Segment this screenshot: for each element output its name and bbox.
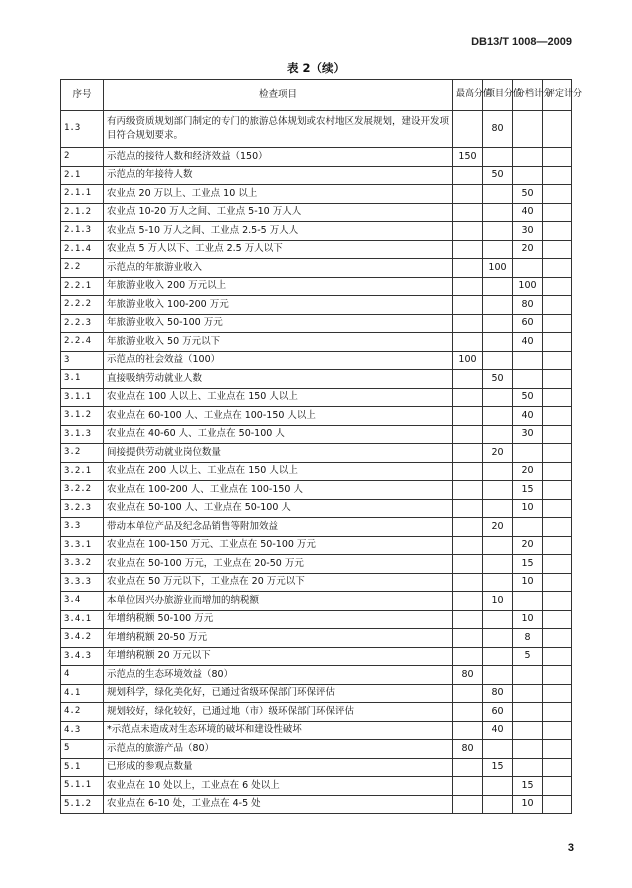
cell-tier-score: 40 xyxy=(513,333,543,352)
table-row xyxy=(61,296,572,315)
cell-max-score xyxy=(453,296,483,315)
cell-item: 农业点在 50-100 人、工业点在 50-100 人 xyxy=(104,499,453,518)
table-row xyxy=(61,240,572,259)
cell-tier-score: 20 xyxy=(513,462,543,481)
cell-seq: 4.1 xyxy=(61,684,104,703)
table-row xyxy=(61,277,572,296)
cell-item: 规划科学，绿化美化好，已通过省级环保部门环保评估 xyxy=(104,684,453,703)
cell-eval-score xyxy=(543,592,572,611)
scoring-table xyxy=(60,79,583,814)
cell-item-score xyxy=(483,795,513,814)
cell-max-score xyxy=(453,684,483,703)
cell-tier-score: 10 xyxy=(513,573,543,592)
cell-seq: 3.1 xyxy=(61,370,104,389)
cell-item: 农业点 5-10 万人之间、工业点 2.5-5 万人人 xyxy=(104,222,453,241)
cell-item: 示范点的年旅游业收入 xyxy=(104,259,453,278)
cell-eval-score xyxy=(543,740,572,759)
cell-item: 直接吸纳劳动就业人数 xyxy=(104,370,453,389)
cell-seq: 3.3.1 xyxy=(61,536,104,555)
table-row xyxy=(61,499,572,518)
cell-item: 年增纳税额 20 万元以下 xyxy=(104,647,453,666)
cell-tier-score: 15 xyxy=(513,481,543,500)
cell-eval-score xyxy=(543,185,572,204)
cell-eval-score xyxy=(543,462,572,481)
cell-seq: 2.1.4 xyxy=(61,240,104,259)
cell-eval-score xyxy=(543,703,572,722)
cell-tier-score xyxy=(513,111,543,148)
table-row xyxy=(61,203,572,222)
cell-tier-score: 50 xyxy=(513,185,543,204)
table-row xyxy=(61,684,572,703)
cell-max-score: 150 xyxy=(453,148,483,167)
cell-item: 农业点在 10 处以上，工业点在 6 处以上 xyxy=(104,777,453,796)
cell-item-score xyxy=(483,462,513,481)
cell-tier-score xyxy=(513,351,543,370)
cell-eval-score xyxy=(543,647,572,666)
cell-eval-score xyxy=(543,758,572,777)
table-row xyxy=(61,592,572,611)
cell-eval-score xyxy=(543,259,572,278)
cell-seq: 3.4.3 xyxy=(61,647,104,666)
cell-seq: 2.2 xyxy=(61,259,104,278)
cell-max-score xyxy=(453,536,483,555)
cell-eval-score xyxy=(543,610,572,629)
cell-item: 农业点在 40-60 人、工业点在 50-100 人 xyxy=(104,425,453,444)
cell-item-score xyxy=(483,222,513,241)
cell-eval-score xyxy=(543,407,572,426)
cell-item: *示范点未造成对生态环境的破坏和建设性破坏 xyxy=(104,721,453,740)
cell-max-score xyxy=(453,647,483,666)
table-row xyxy=(61,518,572,537)
cell-max-score xyxy=(453,555,483,574)
cell-max-score xyxy=(453,629,483,648)
cell-eval-score xyxy=(543,166,572,185)
cell-item: 带动本单位产品及纪念品销售等附加效益 xyxy=(104,518,453,537)
cell-item-score: 100 xyxy=(483,259,513,278)
cell-eval-score xyxy=(543,573,572,592)
table-row xyxy=(61,647,572,666)
cell-max-score xyxy=(453,499,483,518)
cell-seq: 5.1 xyxy=(61,758,104,777)
cell-item-score xyxy=(483,407,513,426)
cell-eval-score xyxy=(543,277,572,296)
cell-eval-score xyxy=(543,518,572,537)
cell-tier-score xyxy=(513,370,543,389)
table-row xyxy=(61,629,572,648)
cell-tier-score xyxy=(513,684,543,703)
cell-item-score xyxy=(483,240,513,259)
table-row xyxy=(61,777,572,796)
table-row xyxy=(61,573,572,592)
cell-max-score xyxy=(453,240,483,259)
cell-item-score xyxy=(483,666,513,685)
table-row xyxy=(61,795,572,814)
cell-item: 年旅游业收入 100-200 万元 xyxy=(104,296,453,315)
cell-item-score xyxy=(483,277,513,296)
cell-seq: 4.2 xyxy=(61,703,104,722)
cell-eval-score xyxy=(543,684,572,703)
cell-eval-score xyxy=(543,333,572,352)
cell-item-score xyxy=(483,351,513,370)
cell-item-score xyxy=(483,573,513,592)
table-row xyxy=(61,407,572,426)
cell-tier-score: 40 xyxy=(513,203,543,222)
cell-eval-score xyxy=(543,425,572,444)
cell-seq: 3.2.1 xyxy=(61,462,104,481)
cell-eval-score xyxy=(543,536,572,555)
cell-item: 本单位因兴办旅游业而增加的纳税额 xyxy=(104,592,453,611)
cell-max-score: 100 xyxy=(453,351,483,370)
cell-eval-score xyxy=(543,314,572,333)
col-header-seq: 序号 xyxy=(61,80,104,111)
cell-seq: 2.1.3 xyxy=(61,222,104,241)
cell-item-score xyxy=(483,148,513,167)
cell-tier-score: 15 xyxy=(513,777,543,796)
cell-seq: 3 xyxy=(61,351,104,370)
table-row xyxy=(61,259,572,278)
cell-tier-score xyxy=(513,518,543,537)
cell-eval-score xyxy=(543,444,572,463)
cell-seq: 3.1.2 xyxy=(61,407,104,426)
cell-eval-score xyxy=(543,351,572,370)
cell-seq: 3.3 xyxy=(61,518,104,537)
cell-tier-score: 30 xyxy=(513,425,543,444)
cell-item-score: 10 xyxy=(483,592,513,611)
cell-item-score xyxy=(483,388,513,407)
table-row xyxy=(61,111,572,148)
cell-max-score xyxy=(453,388,483,407)
col-header-item: 检查项目 xyxy=(104,80,453,111)
cell-seq: 5.1.2 xyxy=(61,795,104,814)
cell-item: 年旅游业收入 200 万元以上 xyxy=(104,277,453,296)
table-row xyxy=(61,425,572,444)
cell-item: 农业点在 200 人以上、工业点在 150 人以上 xyxy=(104,462,453,481)
cell-tier-score xyxy=(513,444,543,463)
cell-item: 已形成的参观点数量 xyxy=(104,758,453,777)
cell-max-score xyxy=(453,166,483,185)
cell-eval-score xyxy=(543,148,572,167)
cell-max-score xyxy=(453,314,483,333)
cell-eval-score xyxy=(543,666,572,685)
cell-max-score xyxy=(453,777,483,796)
cell-tier-score xyxy=(513,740,543,759)
cell-item: 农业点在 100-150 万元、工业点在 50-100 万元 xyxy=(104,536,453,555)
table-row xyxy=(61,758,572,777)
cell-max-score xyxy=(453,444,483,463)
cell-item-score xyxy=(483,610,513,629)
cell-item-score xyxy=(483,647,513,666)
table-row xyxy=(61,351,572,370)
cell-max-score xyxy=(453,333,483,352)
cell-seq: 3.4.2 xyxy=(61,629,104,648)
cell-max-score: 80 xyxy=(453,740,483,759)
cell-item: 示范点的年接待人数 xyxy=(104,166,453,185)
cell-item: 农业点在 50 万元以下，工业点在 20 万元以下 xyxy=(104,573,453,592)
cell-seq: 4.3 xyxy=(61,721,104,740)
table-row xyxy=(61,703,572,722)
cell-eval-score xyxy=(543,203,572,222)
cell-eval-score xyxy=(543,555,572,574)
cell-eval-score xyxy=(543,481,572,500)
cell-item: 年旅游业收入 50-100 万元 xyxy=(104,314,453,333)
cell-item: 农业点在 60-100 人、工业点在 100-150 人以上 xyxy=(104,407,453,426)
table-row xyxy=(61,148,572,167)
cell-seq: 2.2.3 xyxy=(61,314,104,333)
col-header-eval-score: 评定计分 xyxy=(543,80,572,111)
cell-item: 农业点 20 万以上、工业点 10 以上 xyxy=(104,185,453,204)
cell-seq: 3.2.3 xyxy=(61,499,104,518)
cell-tier-score xyxy=(513,666,543,685)
cell-seq: 3.1.1 xyxy=(61,388,104,407)
cell-item: 农业点在 100 人以上、工业点在 150 人以上 xyxy=(104,388,453,407)
cell-max-score xyxy=(453,111,483,148)
cell-item-score xyxy=(483,555,513,574)
cell-max-score xyxy=(453,481,483,500)
cell-max-score xyxy=(453,610,483,629)
cell-max-score xyxy=(453,185,483,204)
cell-item: 年增纳税额 20-50 万元 xyxy=(104,629,453,648)
cell-tier-score: 80 xyxy=(513,296,543,315)
cell-tier-score: 20 xyxy=(513,536,543,555)
cell-tier-score: 10 xyxy=(513,499,543,518)
cell-max-score xyxy=(453,758,483,777)
document-code: DB13/T 1008—2009 xyxy=(471,36,572,48)
cell-tier-score: 8 xyxy=(513,629,543,648)
cell-tier-score: 10 xyxy=(513,795,543,814)
cell-tier-score: 30 xyxy=(513,222,543,241)
cell-seq: 4 xyxy=(61,666,104,685)
cell-eval-score xyxy=(543,795,572,814)
cell-item: 有丙级资质规划部门制定的专门的旅游总体规划或农村地区发展规划，建设开发项目符合规划要求。 xyxy=(104,111,453,148)
table-row xyxy=(61,333,572,352)
table-row xyxy=(61,222,572,241)
cell-max-score xyxy=(453,592,483,611)
cell-item-score: 15 xyxy=(483,758,513,777)
cell-eval-score xyxy=(543,388,572,407)
table-title: 表 2（续） xyxy=(286,61,345,75)
cell-item: 农业点 5 万人以下、工业点 2.5 万人以下 xyxy=(104,240,453,259)
cell-seq: 3.2 xyxy=(61,444,104,463)
cell-item: 农业点在 100-200 人、工业点在 100-150 人 xyxy=(104,481,453,500)
table-row xyxy=(61,610,572,629)
cell-max-score xyxy=(453,703,483,722)
cell-item-score: 80 xyxy=(483,684,513,703)
cell-max-score xyxy=(453,407,483,426)
cell-item: 年旅游业收入 50 万元以下 xyxy=(104,333,453,352)
cell-seq: 3.3.3 xyxy=(61,573,104,592)
cell-max-score xyxy=(453,222,483,241)
cell-eval-score xyxy=(543,296,572,315)
cell-tier-score: 40 xyxy=(513,407,543,426)
cell-tier-score: 5 xyxy=(513,647,543,666)
cell-item-score: 80 xyxy=(483,111,513,148)
col-header-tier-score: 分档计分 xyxy=(513,80,543,111)
cell-seq: 2.2.1 xyxy=(61,277,104,296)
cell-item: 间接提供劳动就业岗位数量 xyxy=(104,444,453,463)
table-row xyxy=(61,314,572,333)
cell-item: 示范点的旅游产品（80） xyxy=(104,740,453,759)
cell-seq: 5.1.1 xyxy=(61,777,104,796)
cell-item: 年增纳税额 50-100 万元 xyxy=(104,610,453,629)
cell-item-score: 50 xyxy=(483,370,513,389)
cell-item: 示范点的生态环境效益（80） xyxy=(104,666,453,685)
cell-item: 农业点 10-20 万人之间、工业点 5-10 万人人 xyxy=(104,203,453,222)
table-row xyxy=(61,481,572,500)
cell-item-score: 20 xyxy=(483,444,513,463)
cell-item-score xyxy=(483,629,513,648)
cell-item-score xyxy=(483,499,513,518)
cell-seq: 1.3 xyxy=(61,111,104,148)
cell-eval-score xyxy=(543,721,572,740)
cell-seq: 3.1.3 xyxy=(61,425,104,444)
cell-tier-score: 50 xyxy=(513,388,543,407)
cell-eval-score xyxy=(543,777,572,796)
cell-tier-score xyxy=(513,148,543,167)
col-header-max-score: 最高分值 xyxy=(453,80,483,111)
cell-item-score: 50 xyxy=(483,166,513,185)
cell-item-score xyxy=(483,203,513,222)
cell-max-score xyxy=(453,573,483,592)
col-header-item-score: 项目分值 xyxy=(483,80,513,111)
cell-seq: 3.4.1 xyxy=(61,610,104,629)
table-row xyxy=(61,185,572,204)
cell-seq: 2.2.4 xyxy=(61,333,104,352)
cell-item: 示范点的接待人数和经济效益（150） xyxy=(104,148,453,167)
cell-seq: 3.4 xyxy=(61,592,104,611)
cell-item-score xyxy=(483,314,513,333)
table-row xyxy=(61,555,572,574)
cell-seq: 3.2.2 xyxy=(61,481,104,500)
cell-seq: 2.1.1 xyxy=(61,185,104,204)
cell-tier-score: 60 xyxy=(513,314,543,333)
cell-eval-score xyxy=(543,240,572,259)
cell-max-score xyxy=(453,795,483,814)
cell-max-score xyxy=(453,425,483,444)
cell-tier-score xyxy=(513,721,543,740)
table-row xyxy=(61,536,572,555)
table-row xyxy=(61,166,572,185)
cell-tier-score xyxy=(513,592,543,611)
cell-seq: 2.1.2 xyxy=(61,203,104,222)
cell-max-score xyxy=(453,259,483,278)
table-row xyxy=(61,370,572,389)
cell-tier-score: 15 xyxy=(513,555,543,574)
cell-item: 农业点在 50-100 万元，工业点在 20-50 万元 xyxy=(104,555,453,574)
cell-item-score xyxy=(483,740,513,759)
table-row xyxy=(61,388,572,407)
cell-max-score: 80 xyxy=(453,666,483,685)
cell-eval-score xyxy=(543,222,572,241)
cell-eval-score xyxy=(543,370,572,389)
cell-eval-score xyxy=(543,499,572,518)
cell-max-score xyxy=(453,203,483,222)
cell-tier-score xyxy=(513,259,543,278)
cell-seq: 5 xyxy=(61,740,104,759)
table-row xyxy=(61,721,572,740)
cell-max-score xyxy=(453,721,483,740)
cell-item-score: 40 xyxy=(483,721,513,740)
cell-item-score xyxy=(483,333,513,352)
cell-tier-score xyxy=(513,166,543,185)
cell-item: 农业点在 6-10 处，工业点在 4-5 处 xyxy=(104,795,453,814)
cell-seq: 2.1 xyxy=(61,166,104,185)
cell-seq: 2.2.2 xyxy=(61,296,104,315)
page-number: 3 xyxy=(567,842,574,854)
cell-item-score: 60 xyxy=(483,703,513,722)
cell-item-score xyxy=(483,296,513,315)
cell-item-score xyxy=(483,536,513,555)
cell-item-score xyxy=(483,777,513,796)
table-row xyxy=(61,444,572,463)
table-row xyxy=(61,462,572,481)
table-row xyxy=(61,666,572,685)
cell-max-score xyxy=(453,370,483,389)
cell-item-score xyxy=(483,185,513,204)
table-body xyxy=(61,111,572,814)
cell-item-score xyxy=(483,425,513,444)
cell-item: 规划较好，绿化较好，已通过地（市）级环保部门环保评估 xyxy=(104,703,453,722)
cell-seq: 3.3.2 xyxy=(61,555,104,574)
cell-item-score xyxy=(483,481,513,500)
cell-tier-score xyxy=(513,703,543,722)
cell-tier-score: 100 xyxy=(513,277,543,296)
cell-tier-score xyxy=(513,758,543,777)
cell-eval-score xyxy=(543,111,572,148)
cell-item-score: 20 xyxy=(483,518,513,537)
cell-tier-score: 10 xyxy=(513,610,543,629)
cell-max-score xyxy=(453,277,483,296)
cell-tier-score: 20 xyxy=(513,240,543,259)
cell-max-score xyxy=(453,518,483,537)
table-header-row xyxy=(61,80,572,111)
cell-max-score xyxy=(453,462,483,481)
cell-item: 示范点的社会效益（100） xyxy=(104,351,453,370)
cell-eval-score xyxy=(543,629,572,648)
cell-seq: 2 xyxy=(61,148,104,167)
table-row xyxy=(61,740,572,759)
